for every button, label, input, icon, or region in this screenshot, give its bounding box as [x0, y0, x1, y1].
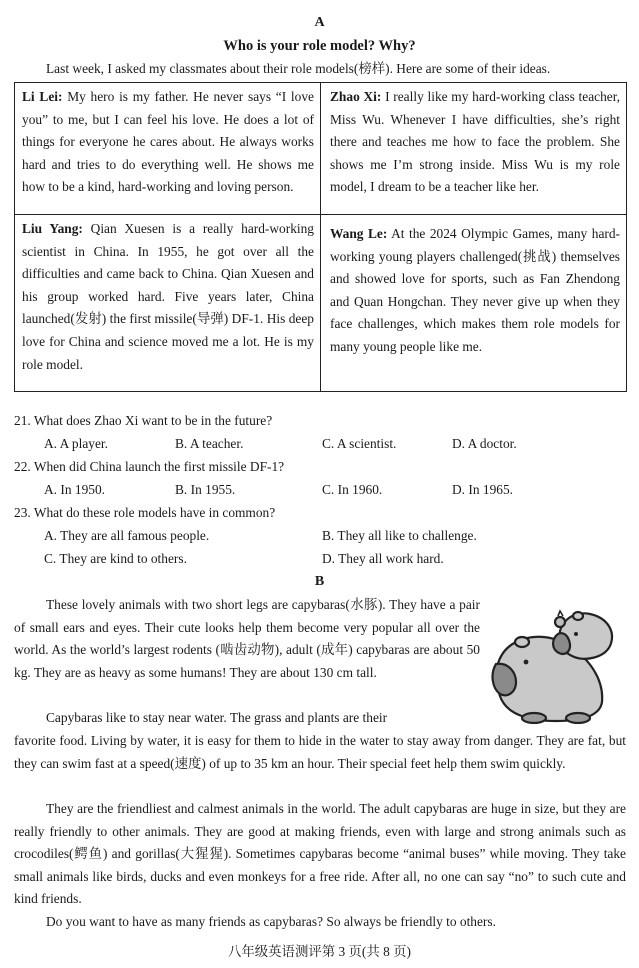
cell-text: I really like my hard-working class teacher, Miss Wu. Whenever I have difficulties, she’s right there and teaches me how to face the problem. She shows me I’m strong inside. Miss Wu is my role model, I dream to be a teacher like her.	[330, 89, 620, 195]
q22-option-d[interactable]: D. In 1965.	[452, 482, 513, 497]
paragraph-2-first-line: Capybaras like to stay near water. The grass and plants are their	[46, 710, 388, 725]
q23-option-c[interactable]: C. They are kind to others.	[44, 551, 187, 566]
cell-li-lei	[15, 83, 321, 215]
paragraph-1: These lovely animals with two short legs are capybaras(水豚). They have a pair of small ears and eyes. Their cute looks help them become very popular all over the world. As the world’s largest rodents (啮齿动物), adult (成年) capybaras are about 50 kg. They are as heavy as some humans! They are about 130 cm tall.	[14, 597, 480, 680]
cell-name: Liu Yang:	[22, 221, 83, 236]
section-a-title: Who is your role model? Why?	[223, 38, 416, 54]
question-23: 23. What do these role models have in common?	[14, 505, 276, 520]
cell-name: Zhao Xi:	[330, 89, 382, 104]
paragraph-4: Do you want to have as many friends as capybaras? So always be friendly to others.	[46, 914, 496, 929]
paragraph-2-rest: favorite food. Living by water, it is easy for them to hide in the water to stay away from danger. They are fat, but they can swim fast at a speed(速度) of up to 35 km an hour. Their special feet help them swim quickly.	[14, 733, 626, 771]
cell-zhao-xi	[321, 83, 627, 215]
section-a-letter: A	[314, 15, 325, 30]
q22-option-b[interactable]: B. In 1955.	[175, 482, 236, 497]
capybara-illustration	[486, 604, 626, 724]
q23-option-d[interactable]: D. They all work hard.	[322, 551, 444, 566]
page-footer: 八年级英语测评第 3 页(共 8 页)	[228, 944, 411, 959]
cell-text: Qian Xuesen is a really hard-working scientist in China. In 1955, he got over all the difficulties and came back to China. Qian Xuesen and his group worked hard. Five years later, China launched(发射) the first missile(导弹) DF-1. His deep love for China and science moved me a lot. He is my role model.	[22, 221, 315, 372]
q21-option-a[interactable]: A. A player.	[44, 436, 108, 451]
cell-text: At the 2024 Olympic Games, many hard-working young players challenged(挑战) themselves and showed love for sports, such as Fan Zhendong and Quan Hongchan. They never give up when they face challenges, which makes them role models for many young people like me.	[330, 226, 621, 354]
q23-option-a[interactable]: A. They are all famous people.	[44, 528, 210, 543]
q21-option-d[interactable]: D. A doctor.	[452, 436, 517, 451]
section-b-letter: B	[314, 574, 325, 589]
section-a-intro: Last week, I asked my classmates about their role models(榜样). Here are some of their ideas.	[46, 61, 551, 76]
paragraph-3: They are the friendliest and calmest animals in the world. The adult capybaras are huge in size, but they are really friendly to other animals. They are good at making friends, even with large and strong animals such as crocodiles(鳄鱼) and gorillas(大猩猩). Sometimes capybaras become “animal buses” while moving. They take small animals like birds, ducks and even monkeys for a free ride. After all, no one can say “no” to such cute and kind friends.	[14, 801, 626, 907]
cell-wang-le	[321, 215, 627, 392]
question-21: 21. What does Zhao Xi want to be in the future?	[14, 413, 273, 428]
q22-option-c[interactable]: C. In 1960.	[322, 482, 383, 497]
cell-name: Wang Le:	[330, 226, 388, 241]
q22-option-a[interactable]: A. In 1950.	[44, 482, 105, 497]
cell-name: Li Lei:	[22, 89, 63, 104]
q23-option-b[interactable]: B. They all like to challenge.	[322, 528, 477, 543]
q21-option-c[interactable]: C. A scientist.	[322, 436, 397, 451]
cell-text: My hero is my father. He never says “I love you” to me, but I can feel his love. He does a lot of things for everyone he cares about. He always works hard and tries to do everything well. He shows me how to be a kind, hard-working and loving person.	[22, 89, 314, 195]
cell-liu-yang	[15, 215, 321, 392]
question-22: 22. When did China launch the first missile DF-1?	[14, 459, 285, 474]
role-model-table	[14, 82, 627, 392]
q21-option-b[interactable]: B. A teacher.	[175, 436, 244, 451]
